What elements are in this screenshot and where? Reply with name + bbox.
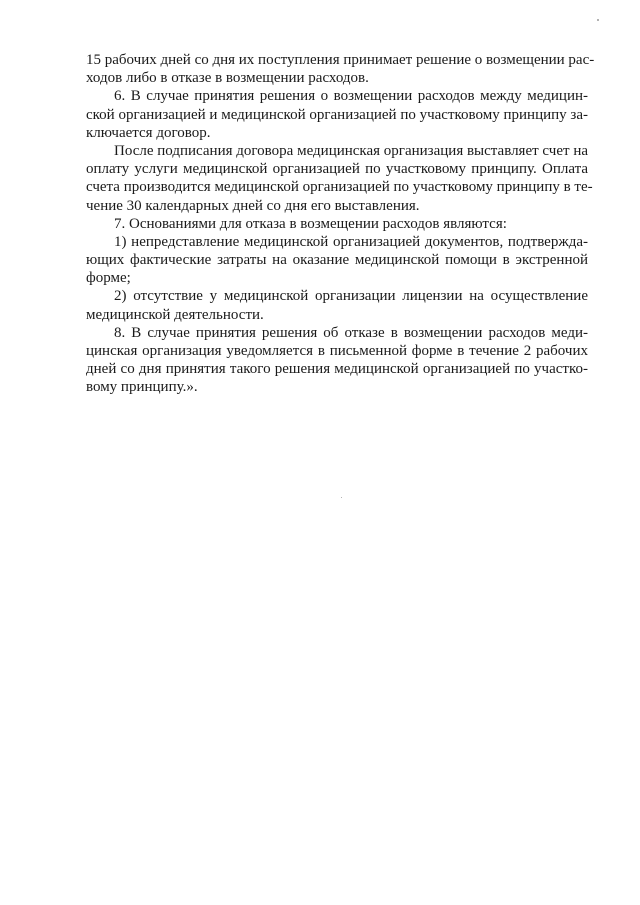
text-line: чение 30 календарных дней со дня его выставления. xyxy=(86,197,420,214)
text-line: 1) непредставление медицинской организацией документов, подтвержда- xyxy=(114,233,588,250)
text-line: ющих фактические затраты на оказание медицинской помощи в экстренной xyxy=(86,252,588,269)
text-line: 2) отсутствие у медицинской организации лицензии на осуществление xyxy=(114,288,588,305)
text-line: цинская организация уведомляется в письменной форме в течение 2 рабочих xyxy=(86,343,588,359)
text-line: 7. Основаниями для отказа в возмещении расходов являются: xyxy=(114,215,507,232)
text-line: ходов либо в отказе в возмещении расходов. xyxy=(86,70,369,87)
text-line: медицинской деятельности. xyxy=(86,306,264,323)
text-line: ключается договор. xyxy=(86,124,211,141)
text-line: 8. В случае принятия решения об отказе в возмещении расходов меди- xyxy=(114,324,588,341)
document-body xyxy=(86,51,595,397)
text-line: 15 рабочих дней со дня их поступления принимает решение о возмещении рас- xyxy=(86,52,595,68)
text-line: ской организацией и медицинской организацией по участковому принципу за- xyxy=(86,106,588,123)
text-line: оплату услуги медицинской организацией по участковому принципу. Оплата xyxy=(86,161,588,178)
scan-speck xyxy=(597,19,599,21)
scan-speck xyxy=(341,497,342,498)
text-line: После подписания договора медицинская организация выставляет счет на xyxy=(114,142,588,159)
text-line: форме; xyxy=(86,270,131,287)
text-line: вому принципу.». xyxy=(86,379,198,396)
text-line: 6. В случае принятия решения о возмещении расходов между медицин- xyxy=(114,88,588,105)
text-line: счета производится медицинской организацией по участковому принципу в те- xyxy=(86,179,593,196)
text-line: дней со дня принятия такого решения медицинской организацией по участко- xyxy=(86,361,588,378)
